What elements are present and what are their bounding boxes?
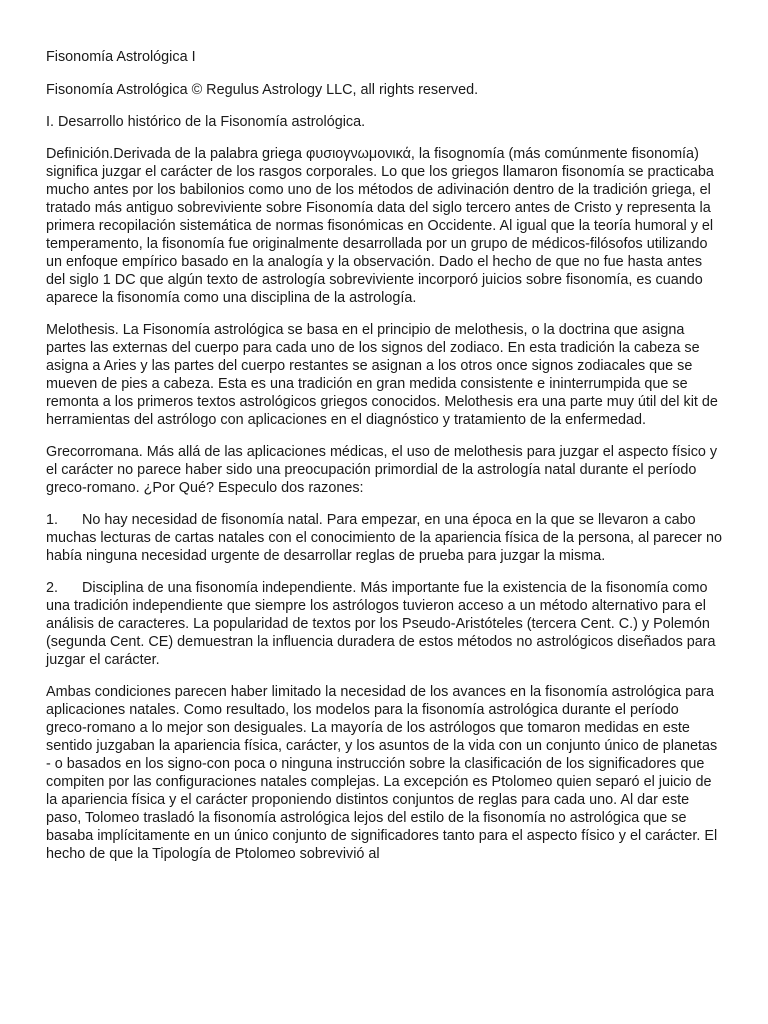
copyright-line: Fisonomía Astrológica © Regulus Astrology LLC, all rights reserved.: [46, 82, 479, 98]
list-item-number: 1.: [46, 512, 59, 528]
list-item-number: 2.: [46, 580, 59, 596]
paragraph-closing: Ambas condiciones parecen haber limitado la necesidad de los avances en la fisonomía astrológica para aplicaciones natales. Como resultado, los modelos para la fisonomía astrológica durante el período greco-romano a lo mejor son desiguales. La mayoría de los astrólogos que tomaron medidas en este sentido juzgaban la apariencia física, carácter, y los asuntos de la vida con un conjunto único de planetas - o basados en los signo-con poca o ninguna instrucción sobre la clasificación de los significadores que compiten por las configuraciones natales complejas. La excepción es Ptolomeo quien separó el juicio de la apariencia física y el carácter proponiendo distintos conjuntos de reglas para cada uno. Al dar este paso, Tolomeo trasladó la fisonomía astrológica lejos del estilo de la fisonomía no astrológica que se basaba implícitamente en un único conjunto de significadores tanto para el aspecto físico y el carácter. El hecho de que la Tipología de Ptolomeo sobrevivió al: [46, 684, 718, 862]
paragraph-grecorromana: Grecorromana. Más allá de las aplicaciones médicas, el uso de melothesis para juzgar el aspecto físico y el carácter no parece haber sido una preocupación primordial de la astrología natal durante el período greco-romano. ¿Por Qué? Especulo dos razones:: [46, 444, 718, 496]
paragraph-melothesis: Melothesis. La Fisonomía astrológica se basa en el principio de melothesis, o la doctrina que asigna partes las externas del cuerpo para cada uno de los signos del zodiaco. En esta tradición la cabeza se asigna a Aries y las partes del cuerpo restantes se asignan a los otros once signos zodiacales que se mueven de pies a cabeza. Esta es una tradición en gran medida consistente e ininterrumpida que se remonta a los primeros textos astrológicos griegos conocidos. Melothesis era una parte muy útil del kit de herramientas del astrólogo con aplicaciones en el diagnóstico y tratamiento de la enfermedad.: [46, 322, 718, 428]
document-title: Fisonomía Astrológica I: [46, 49, 196, 65]
paragraph-definicion: Definición.Derivada de la palabra griega φυσιογνωμονικά, la fisognomía (más comúnmente fisonomía) significa juzgar el carácter de los rasgos corporales. Lo que los griegos llamaron fisonomía se practicaba mucho antes por los babilonios como uno de los métodos de adivinación dentro de la tradición griega, el tratado más antiguo sobreviviente sobre Fisonomía data del siglo tercero antes de Cristo y representa la primera recopilación sistemática de normas fisonómicas en Occidente. Al igual que la teoría humoral y el temperamento, la fisonomía fue originalmente desarrollada por un grupo de médicos-filósofos utilizando un enfoque empírico basado en la analogía y la observación. Dado el hecho de que no fue hasta antes del siglo 1 DC que algún texto de astrología sobreviviente incorporó juicios sobre fisonomía, es cuando aparece la fisonomía como una disciplina de la astrología.: [46, 146, 714, 306]
section-heading: I. Desarrollo histórico de la Fisonomía astrológica.: [46, 114, 366, 130]
list-item-text: Disciplina de una fisonomía independiente. Más importante fue la existencia de la fisonomía como una tradición independiente que siempre los astrólogos tuvieron acceso a un método alternativo para el análisis de caracteres. La popularidad de textos por los Pseudo-Aristóteles (tercera Cent. C.) y Polemón (segunda Cent. CE) demuestran la influencia duradera de estos métodos no astrológicos diseñados para juzgar el carácter.: [46, 580, 716, 668]
list-item-text: No hay necesidad de fisonomía natal. Para empezar, en una época en la que se llevaron a cabo muchas lecturas de cartas natales con el conocimiento de la apariencia física de la persona, al parecer no había ninguna necesidad urgente de desarrollar reglas de prueba para juzgar la misma.: [46, 512, 722, 564]
list-item: [46, 511, 722, 565]
list-item: [46, 579, 722, 669]
